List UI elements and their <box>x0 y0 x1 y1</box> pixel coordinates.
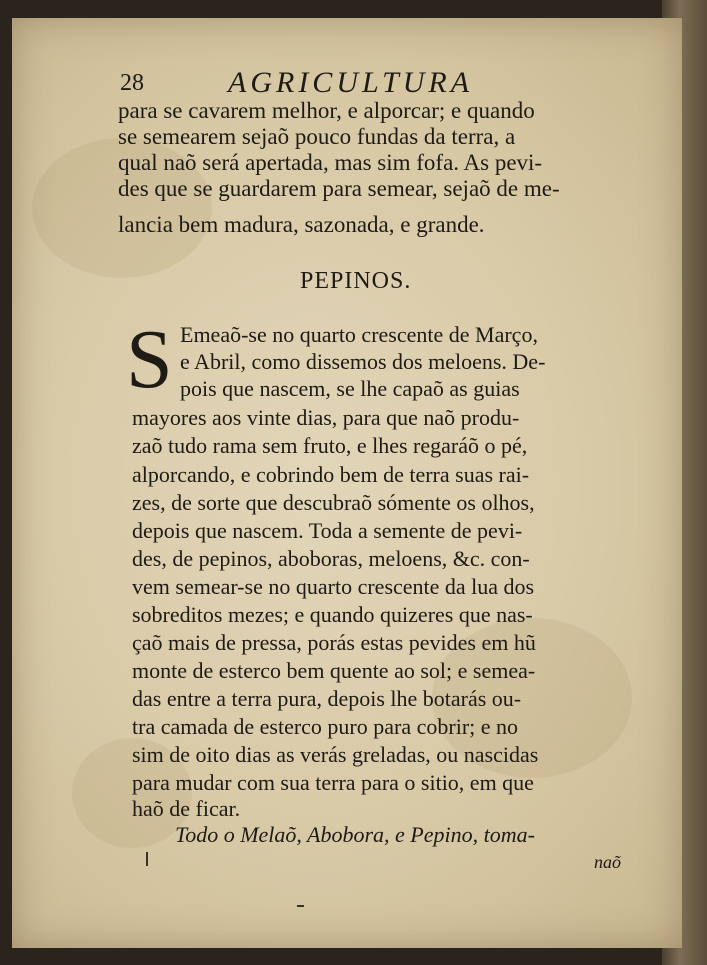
text-line: depois que nascem. Toda a semente de pevi- <box>132 518 523 543</box>
catchword: naõ <box>594 852 621 872</box>
text-line: para se cavarem melhor, e alporcar; e quando <box>118 98 535 123</box>
text-line: des que se guardarem para semear, sejaõ de me- <box>118 176 560 201</box>
text-line: vem semear-se no quarto crescente da lua dos <box>132 574 535 599</box>
text-line: sim de oito dias as verás greladas, ou nascidas <box>132 742 539 767</box>
drop-cap: S <box>126 313 173 406</box>
running-head: AGRICULTURA <box>228 66 474 99</box>
text-line: alporcando, e cobrindo bem de terra suas rai- <box>132 462 530 487</box>
text-line: monte de esterco bem quente ao sol; e semea- <box>132 658 536 683</box>
section-heading: PEPINOS. <box>300 268 412 294</box>
text-line: qual naõ será apertada, mas sim fofa. As pevi- <box>118 150 543 175</box>
text-line: das entre a terra pura, depois lhe botarás ou- <box>132 686 522 711</box>
text-line: para mudar com sua terra para o sitio, em que <box>132 770 534 795</box>
closing-line: Todo o Melaõ, Abobora, e Pepino, toma- <box>175 822 535 847</box>
text-line: des, de pepinos, aboboras, meloens, &c. con- <box>132 546 530 571</box>
text-line: zes, de sorte que descubraõ sómente os olhos, <box>132 490 535 515</box>
text-line: sobreditos mezes; e quando quizeres que nas- <box>132 602 533 627</box>
text-line: Emeaõ-se no quarto crescente de Março, <box>180 322 538 347</box>
text-line: tra camada de esterco puro para cobrir; e no <box>132 714 519 739</box>
text-line: pois que nascem, se lhe capaõ as guias <box>180 376 520 401</box>
ink-mark <box>146 852 148 866</box>
text-line: zaõ tudo rama sem fruto, e lhes regaráõ o pé, <box>132 433 528 458</box>
text-line: haõ de ficar. <box>132 796 241 821</box>
text-line: se semearem sejaõ pouco fundas da terra, a <box>118 124 516 149</box>
text-line: lancia bem madura, sazonada, e grande. <box>118 212 485 237</box>
ink-mark <box>297 905 304 907</box>
text-line: çaõ mais de pressa, porás estas pevides em hũ <box>132 630 536 655</box>
text-line: e Abril, como dissemos dos meloens. De- <box>180 349 546 374</box>
text-line: mayores aos vinte dias, para que naõ produ- <box>132 405 520 430</box>
page-number: 28 <box>120 70 144 96</box>
